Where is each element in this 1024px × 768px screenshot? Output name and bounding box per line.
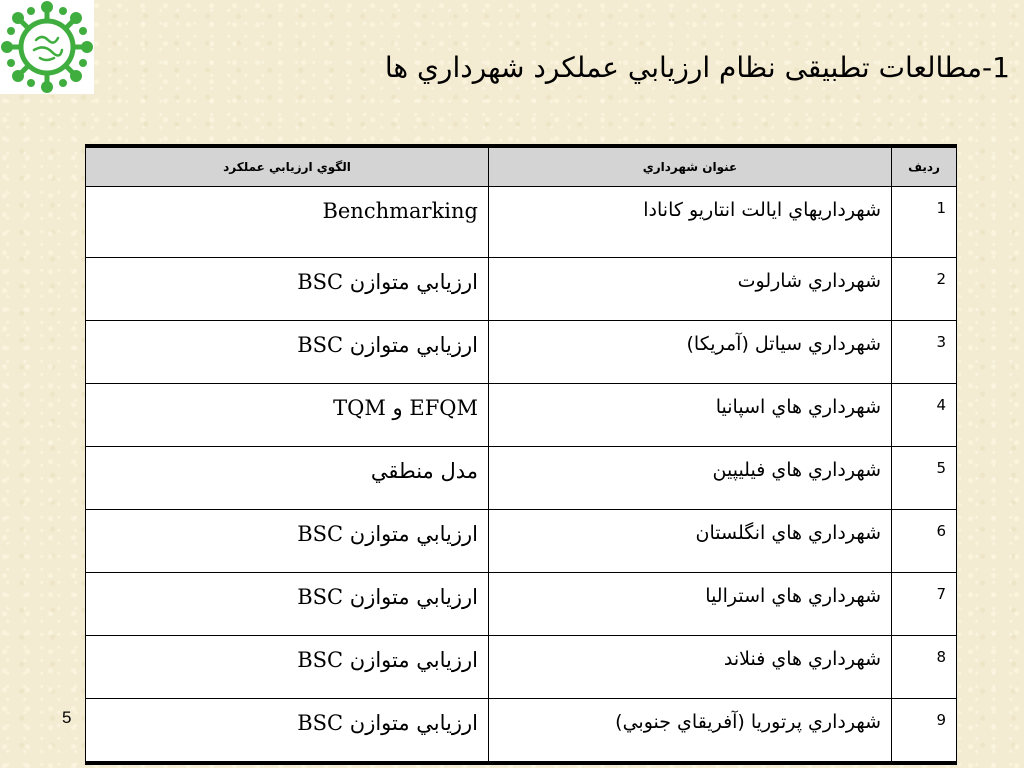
- table-row: [86, 636, 957, 699]
- cell-municipality: شهرداري هاي فنلاند: [489, 636, 892, 699]
- cell-municipality: شهرداري هاي فيليپين: [489, 447, 892, 510]
- cell-municipality: شهرداريهاي ايالت انتاريو كانادا: [489, 187, 892, 258]
- table-row: [86, 447, 957, 510]
- cell-model: ارزيابي متوازن BSC: [86, 258, 489, 321]
- cell-row-no: 2: [892, 258, 957, 321]
- cell-municipality: شهرداري هاي استراليا: [489, 573, 892, 636]
- cell-row-no: 3: [892, 321, 957, 384]
- table-row: [86, 384, 957, 447]
- cell-row-no: 8: [892, 636, 957, 699]
- cell-municipality: شهرداري پرتوريا (آفريقاي جنوبي): [489, 699, 892, 762]
- cell-model: EFQM و TQM: [86, 384, 489, 447]
- table-row: [86, 699, 957, 762]
- cell-model: ارزيابي متوازن BSC: [86, 636, 489, 699]
- cell-municipality: شهرداري شارلوت: [489, 258, 892, 321]
- cell-model: ارزيابي متوازن BSC: [86, 573, 489, 636]
- page-number: 5: [62, 708, 72, 727]
- cell-model: ارزيابي متوازن BSC: [86, 321, 489, 384]
- header-municipality: عنوان شهرداري: [489, 148, 892, 187]
- cell-model: ارزيابي متوازن BSC: [86, 510, 489, 573]
- table-row: [86, 321, 957, 384]
- tehran-municipality-logo-icon: [0, 0, 94, 94]
- table-row: [86, 573, 957, 636]
- cell-row-no: 7: [892, 573, 957, 636]
- comparison-table: [85, 144, 957, 765]
- cell-row-no: 4: [892, 384, 957, 447]
- header-row-no: رديف: [892, 148, 957, 187]
- header-model: الگوي ارزيابي عملكرد: [86, 148, 489, 187]
- cell-row-no: 6: [892, 510, 957, 573]
- cell-row-no: 9: [892, 699, 957, 762]
- cell-row-no: 1: [892, 187, 957, 258]
- table-row: [86, 510, 957, 573]
- slide-title: 1-مطالعات تطبيقى نظام ارزيابي عملكرد شهرداري ها: [384, 51, 1010, 84]
- cell-model: مدل منطقي: [86, 447, 489, 510]
- cell-model: ارزيابي متوازن BSC: [86, 699, 489, 762]
- table-row: [86, 187, 957, 258]
- table-header-row: [86, 148, 957, 187]
- cell-municipality: شهرداري هاي انگلستان: [489, 510, 892, 573]
- cell-municipality: شهرداري سياتل (آمريكا): [489, 321, 892, 384]
- table-row: [86, 258, 957, 321]
- cell-model: Benchmarking: [86, 187, 489, 258]
- cell-row-no: 5: [892, 447, 957, 510]
- cell-municipality: شهرداري هاي اسپانيا: [489, 384, 892, 447]
